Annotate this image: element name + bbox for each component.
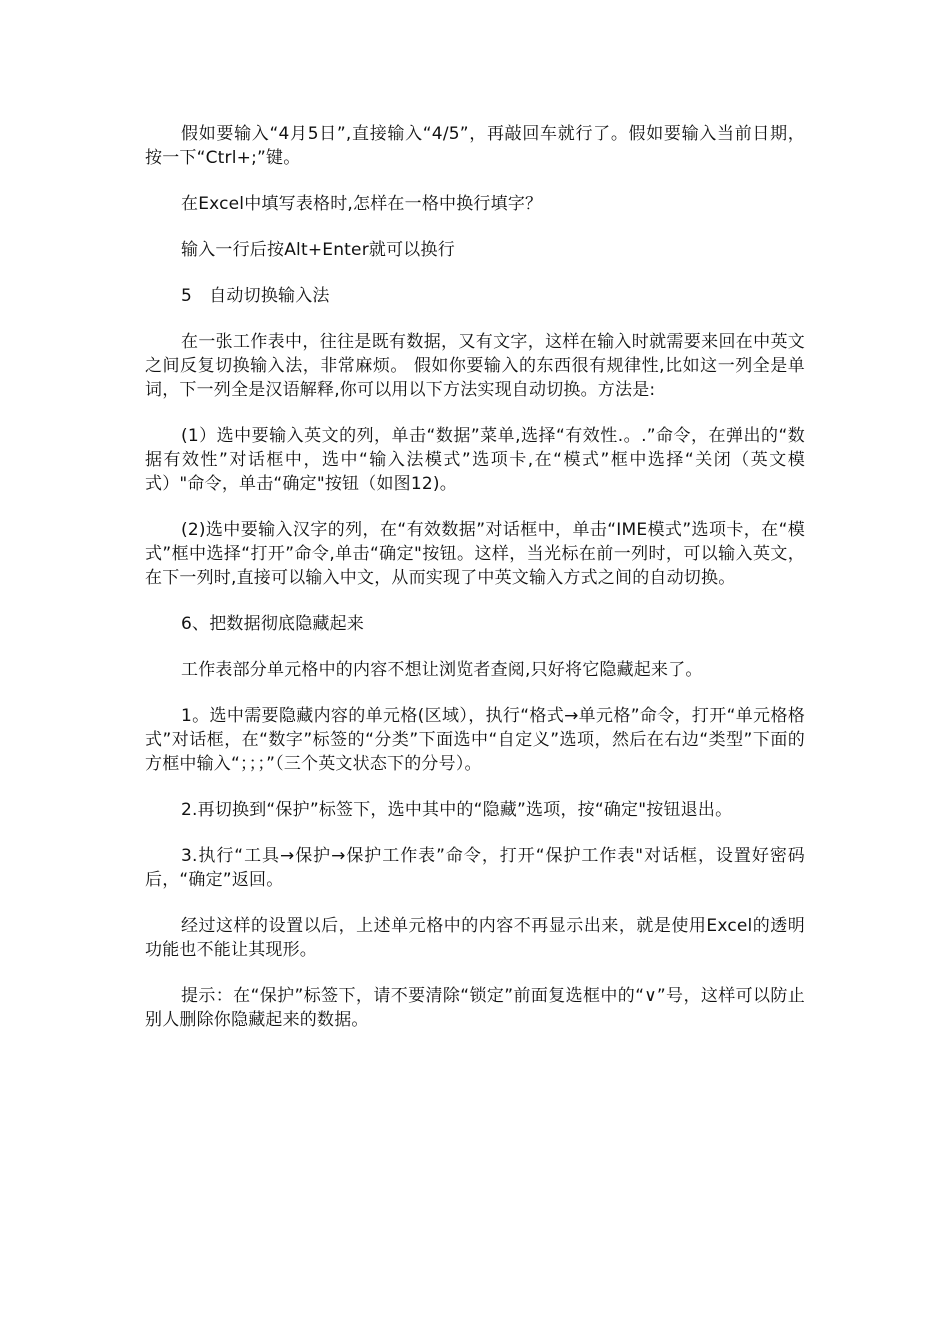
paragraph-hide-intro: 工作表部分单元格中的内容不想让浏览者查阅,只好将它隐藏起来了。 (181, 660, 703, 680)
section-heading-auto-switch-ime: 5 自动切换输入法 (181, 286, 330, 306)
paragraph-hide-step-3: 3.执行“工具→保护→保护工作表”命令，打开“保护工作表"对话框，设置好密码后，“确定”返回。 (145, 846, 805, 890)
paragraph-hide-step-1: 1。选中需要隐藏内容的单元格(区域），执行“格式→单元格”命令，打开“单元格格式”对话框，在“数字”标签的“分类”下面选中“自定义”选项，然后在右边“类型”下面的方框中输入“；；；”（三个英文状态下的分号）。 (145, 706, 805, 774)
paragraph-question-line-break: 在Excel中填写表格时,怎样在一格中换行填字？ (181, 194, 543, 214)
paragraph-hide-result: 经过这样的设置以后，上述单元格中的内容不再显示出来，就是使用Excel的透明功能也不能让其现形。 (145, 916, 805, 960)
paragraph-step-1-english: (1）选中要输入英文的列，单击“数据”菜单,选择“有效性.。.”命令，在弹出的“数据有效性”对话框中，选中“输入法模式”选项卡,在“模式”框中选择“关闭（英文模式）"命令，单击“确定"按钮（如图12)。 (145, 426, 805, 494)
paragraph-step-2-chinese: (2)选中要输入汉字的列，在“有效数据”对话框中，单击“IME模式”选项卡，在“模式”框中选择“打开”命令,单击“确定"按钮。这样，当光标在前一列时，可以输入英文，在下一列时,直接可以输入中文，从而实现了中英文输入方式之间的自动切换。 (145, 520, 805, 588)
section-heading-hide-data: 6、把数据彻底隐藏起来 (181, 614, 365, 634)
paragraph-alt-enter: 输入一行后按Alt+Enter就可以换行 (181, 240, 455, 260)
document-page (145, 122, 805, 1054)
paragraph-date-input: 假如要输入“4月5日”,直接输入“4/5”，再敲回车就行了。假如要输入当前日期，按一下“Ctrl+;”键。 (145, 124, 805, 168)
paragraph-tip: 提示：在“保护”标签下，请不要清除“锁定”前面复选框中的“∨”号，这样可以防止别人删除你隐藏起来的数据。 (145, 986, 805, 1030)
paragraph-hide-step-2: 2.再切换到“保护”标签下，选中其中的“隐藏”选项，按“确定"按钮退出。 (181, 800, 733, 820)
paragraph-switch-intro: 在一张工作表中，往往是既有数据，又有文字，这样在输入时就需要来回在中英文之间反复切换输入法，非常麻烦。 假如你要输入的东西很有规律性,比如这一列全是单词，下一列全是汉语解释,你可以用以下方法实现自动切换。方法是: (145, 332, 805, 400)
